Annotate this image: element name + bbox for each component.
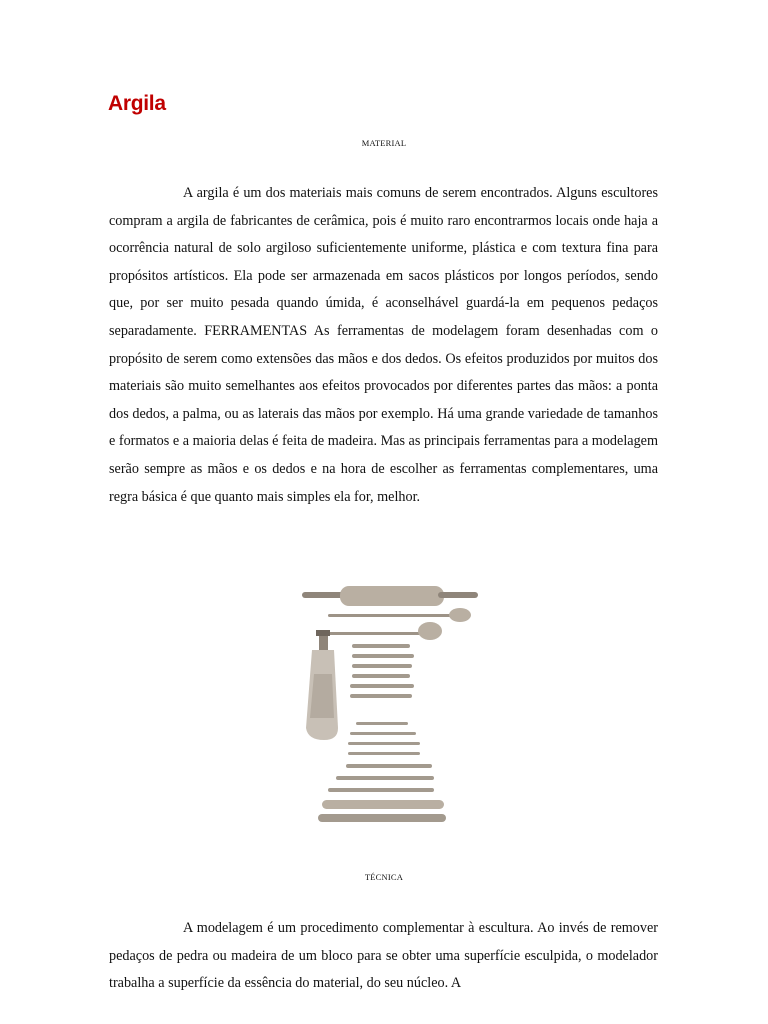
sculpting-tools-image [288, 578, 488, 828]
modelling-tools-group-lower [318, 722, 446, 822]
section-heading-material: MATERIAL [361, 138, 407, 148]
page-title: Argila [108, 92, 166, 115]
wooden-spoon-icon [324, 608, 471, 640]
modelling-tools-group [350, 644, 414, 698]
spray-bottle-icon [306, 630, 338, 740]
sculpting-tools-icon [288, 578, 488, 828]
rolling-pin-icon [302, 586, 478, 606]
paragraph-material: A argila é um dos materiais mais comuns de serem encontrados. Alguns escultores compram a argila de fabricantes de cerâmica, pois é muito raro encontrarmos locais onde haja a ocorrência natural de solo argiloso suficientemente uniforme, plástica e com textura fina para propósitos artísticos. Ela pode ser armazenada em sacos plásticos por longos períodos, sendo que, por ser muito pesada quando úmida, é aconselhável guardá-la em pequenos pedaços separadamente. FERRAMENTAS As ferramentas de modelagem foram desenhadas com o propósito de serem como extensões das mãos e dos dedos. Os efeitos produzidos por muitos dos materiais são muito semelhantes aos efeitos provocados por diferentes partes das mãos: a ponta dos dedos, a palma, ou as laterais das mãos por exemplo. Há uma grande variedade de tamanhos e formatos e a maioria delas é feita de madeira. Mas as principais ferramentas para a modelagem serão sempre as mãos e os dedos e na hora de escolher as ferramentas complementares, uma regra básica é que quanto mais simples ela for, melhor. [109, 185, 658, 505]
paragraph-tecnica: A modelagem é um procedimento complementar à escultura. Ao invés de remover pedaços de pedra ou madeira de um bloco para se obter uma superfície esculpida, o modelador trabalha a superfície da essência do material, do seu núcleo. A [109, 920, 658, 992]
section-heading-tecnica: TÉCNICA [364, 872, 404, 882]
